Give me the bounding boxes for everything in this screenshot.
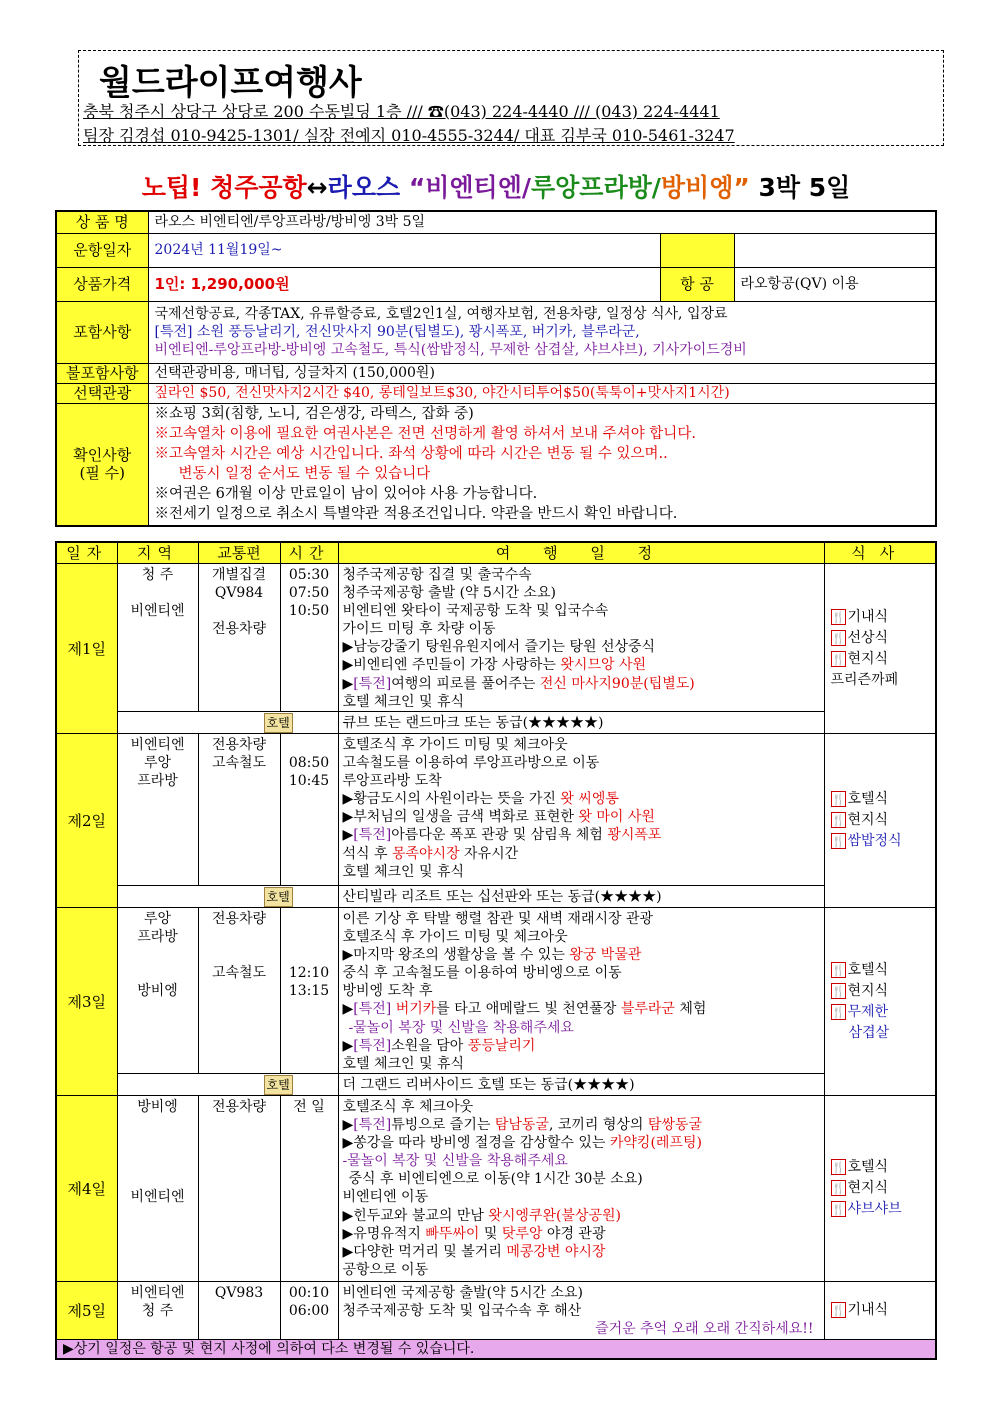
fork-knife-icon: 🍴 bbox=[831, 1304, 846, 1317]
title-cheongju: 청주공항 bbox=[210, 173, 307, 202]
fork-knife-icon: 🍴 bbox=[831, 652, 846, 666]
fork-knife-icon: 🍴 bbox=[831, 1161, 846, 1174]
day-3-area: 루앙 프라방 방비엥 bbox=[117, 908, 198, 1074]
day-4-plan: 호텔조식 후 체크아웃 ▶[특전]튜빙으로 즐기는 탐남동굴, 코끼리 형상의 탐쌍동굴 ▶쏭강을 따라 방비엥 절경을 감상할수 있는 카약킹(레프팅) -물놀이 복장 및 신발을 착용해주세요 중식 후 비엔티엔으로 이동(약 1시간 30분 소요) 비엔티엔 이동 ▶힌두교와 불교의 만남 왓시엥쿠완(불상공원) ▶유명유적지 빠뚜싸이 및 탓루앙 야경 관광 ▶다양한 먹거리 및 볼거리 메콩강변 야시장 공항으로 이동 bbox=[338, 1096, 824, 1282]
label-notice bbox=[56, 403, 148, 526]
footnote: ▶상기 일정은 항공 및 현지 사정에 의하여 다소 변경될 수 있습니다. bbox=[56, 1340, 936, 1360]
day-2-hotel-icon-cell bbox=[117, 886, 338, 908]
title-laos: 라오스 bbox=[327, 173, 409, 202]
day-2-time: 08:50 10:45 bbox=[280, 734, 338, 886]
empty-label-cell bbox=[660, 233, 734, 267]
fork-knife-icon: 🍴 bbox=[831, 984, 846, 998]
day-4-transport: 전용차량 bbox=[198, 1096, 280, 1282]
departure-date: 2024년 11월19일~ bbox=[148, 233, 660, 267]
day-2-label: 제2일 bbox=[56, 734, 117, 908]
closing-message: 즐거운 추억 오래 오래 간직하세요!! bbox=[595, 1321, 814, 1338]
notice-line-6: ※전세기 일정으로 취소시 특별약관 적용조건입니다. 약관을 반드시 확인 바랍니다. bbox=[154, 506, 678, 523]
included-line-3: 비엔티엔-루앙프라방-방비엥 고속철도, 특식(쌈밥정식, 무제한 삼겹살, 샤브샤브), 기사가이드경비 bbox=[154, 342, 747, 358]
excluded-items: 선택관광비용, 매너팁, 싱글차지 (150,000원) bbox=[148, 363, 936, 383]
header-plan: 여 행 일 정 bbox=[338, 542, 824, 564]
day-1-hotel-icon-cell bbox=[117, 712, 338, 734]
agency-staff: 팀장 김경섭 010-9425-1301/ 실장 전예지 010-4555-3244/ 대표 김부국 010-5461-3247 bbox=[83, 126, 735, 145]
day-5-transport: QV983 bbox=[198, 1282, 280, 1340]
label-product: 상 품 명 bbox=[56, 211, 148, 233]
day-5-meals: 🍴 기내식 bbox=[824, 1282, 936, 1340]
day-4-label: 제4일 bbox=[56, 1096, 117, 1282]
notice-line-4: 변동시 일정 순서도 변동 될 수 있습니다 bbox=[178, 466, 431, 483]
day-1-plan: 청주국제공항 집결 및 출국수속 청주국제공항 출발 (약 5시간 소요) 비엔티엔 왓타이 국제공항 도착 및 입국수속 가이드 미팅 후 차량 이동 ▶남능강줄기 탕원유원지에서 즐기는 탕원 선상중식 ▶비엔티엔 주민들이 가장 사랑하는 왓시므앙 사원 ▶[특전]여행의 피로를 풀어주는 전신 마사지90분(팁별도) 호텔 체크인 및 휴식 bbox=[338, 564, 824, 712]
included-line-1: 국제선항공료, 각종TAX, 유류할증료, 호텔2인1실, 여행자보험, 전용차량, 일정상 식사, 입장료 bbox=[154, 306, 728, 322]
notice-line-1: ※쇼핑 3회(침향, 노니, 검은생강, 라텍스, 잡화 중) bbox=[154, 406, 474, 423]
product-info-table bbox=[55, 210, 937, 527]
product-price: 1인: 1,290,000원 bbox=[148, 267, 660, 301]
notice-label-1: 확인사항 bbox=[73, 446, 132, 465]
day-5-label: 제5일 bbox=[56, 1282, 117, 1340]
label-airline: 항 공 bbox=[660, 267, 734, 301]
day-2-area: 비엔티엔 루앙 프라방 bbox=[117, 734, 198, 886]
day-2-hotel: 산티빌라 리조트 또는 십선판와 또는 동급(★★★★) bbox=[338, 886, 824, 908]
agency-address: 충북 청주시 상당구 상당로 200 수동빌딩 1층 /// ☎(043) 224-4440 /// (043) 224-4441 bbox=[83, 102, 720, 121]
label-date: 운항일자 bbox=[56, 233, 148, 267]
day-1-meals: 🍴 기내식 🍴 선상식 🍴 현지식 프리즌까페 bbox=[824, 564, 936, 734]
empty-value-cell bbox=[734, 233, 936, 267]
title-notip: 노팁! bbox=[141, 173, 211, 202]
hotel-icon: 호텔 bbox=[264, 887, 293, 907]
header-area: 지역 bbox=[117, 542, 198, 564]
title-luangprabang: 루앙프라방/ bbox=[531, 173, 661, 202]
fork-knife-icon: 🍴 bbox=[831, 1203, 846, 1216]
hotel-icon: 호텔 bbox=[264, 1075, 293, 1095]
title-arrow: ↔ bbox=[306, 173, 328, 202]
header-meal: 식사 bbox=[824, 542, 936, 564]
optional-tours: 짚라인 $50, 전신맛사지2시간 $40, 롱테일보트$30, 야간시티투어$50(툭툭이+맛사지1시간) bbox=[148, 383, 936, 403]
product-name: 라오스 비엔티엔/루앙프라방/방비엥 3박 5일 bbox=[148, 211, 936, 233]
day-2-transport: 전용차량 고속철도 bbox=[198, 734, 280, 886]
day-5-time: 00:10 06:00 bbox=[280, 1282, 338, 1340]
included-items bbox=[148, 301, 936, 363]
fork-knife-icon: 🍴 bbox=[831, 963, 846, 977]
day-1-hotel: 큐브 또는 랜드마크 또는 동급(★★★★★) bbox=[338, 712, 824, 734]
label-excluded: 불포함사항 bbox=[56, 363, 148, 383]
fork-knife-icon: 🍴 bbox=[831, 631, 846, 645]
agency-header bbox=[78, 50, 944, 146]
notice-items bbox=[148, 403, 936, 526]
day-3-plan: 이른 기상 후 탁발 행렬 참관 및 새벽 재래시장 관광 호텔조식 후 가이드 미팅 및 체크아웃 ▶마지막 왕조의 생활상을 볼 수 있는 왕궁 박물관 중식 후 고속철도를 이용하여 방비엥으로 이동 방비엥 도착 후 ▶[특전] 버기카를 타고 애메랄드 빛 천연풀장 블루라군 체험 -물놀이 복장 및 신발을 착용해주세요 ▶[특전]소원을 담아 풍등날리기 호텔 체크인 및 휴식 bbox=[338, 908, 824, 1074]
fork-knife-icon: 🍴 bbox=[831, 793, 846, 806]
included-line-2: [특전] 소원 풍등날리기, 전신맛사지 90분(팁별도), 꽝시폭포, 버기카, 블루라군, bbox=[154, 324, 640, 340]
notice-line-2: ※고속열차 이용에 필요한 여권사본은 전면 선명하게 촬영 하셔서 보내 주셔야 합니다. bbox=[154, 426, 696, 443]
notice-line-5: ※여권은 6개월 이상 만료일이 남이 있어야 사용 가능합니다. bbox=[154, 486, 538, 503]
title-vientiane: “비엔티엔/ bbox=[408, 173, 531, 202]
day-4-meals: 🍴 호텔식 🍴 현지식 🍴 샤브샤브 bbox=[824, 1096, 936, 1282]
header-time: 시간 bbox=[280, 542, 338, 564]
day-1-transport: 개별집결 QV984 전용차량 bbox=[198, 564, 280, 712]
day-4-area: 방비엥 비엔티엔 bbox=[117, 1096, 198, 1282]
page-title bbox=[0, 168, 992, 204]
header-transport: 교통편 bbox=[198, 542, 280, 564]
day-5-plan: 비엔티엔 국제공항 출발(약 5시간 소요) 청주국제공항 도착 및 입국수속 후 해산 즐거운 추억 오래 오래 간직하세요!! bbox=[338, 1282, 824, 1340]
notice-line-3: ※고속열차 시간은 예상 시간입니다. 좌석 상황에 따라 시간은 변동 될 수 있으며.. bbox=[154, 446, 668, 463]
day-2-meals: 🍴 호텔식 🍴 현지식 🍴 쌈밥정식 bbox=[824, 734, 936, 908]
day-3-meals: 🍴 호텔식 🍴 현지식 🍴 무제한 삼겹살 bbox=[824, 908, 936, 1096]
fork-knife-icon: 🍴 bbox=[831, 610, 846, 624]
notice-label-2: (필 수) bbox=[79, 464, 125, 483]
agency-name: 월드라이프여행사 bbox=[99, 63, 362, 103]
fork-knife-icon: 🍴 bbox=[831, 1005, 846, 1019]
day-4-time: 전 일 bbox=[280, 1096, 338, 1282]
airline: 라오항공(QV) 이용 bbox=[734, 267, 936, 301]
day-1-area: 청 주 비엔티엔 bbox=[117, 564, 198, 712]
label-included: 포함사항 bbox=[56, 301, 148, 363]
day-3-label: 제3일 bbox=[56, 908, 117, 1096]
day-5-area: 비엔티엔 청 주 bbox=[117, 1282, 198, 1340]
label-optional: 선택관광 bbox=[56, 383, 148, 403]
title-vangvieng: 방비엥” bbox=[660, 173, 750, 202]
header-day: 일자 bbox=[56, 542, 117, 564]
title-duration: 3박 5일 bbox=[749, 173, 851, 202]
day-3-time: 12:10 13:15 bbox=[280, 908, 338, 1074]
day-3-hotel: 더 그랜드 리버사이드 호텔 또는 동급(★★★★) bbox=[338, 1074, 824, 1096]
day-3-transport: 전용차량 고속철도 bbox=[198, 908, 280, 1074]
day-1-label: 제1일 bbox=[56, 564, 117, 734]
day-1-time: 05:30 07:50 10:50 bbox=[280, 564, 338, 712]
fork-knife-icon: 🍴 bbox=[831, 814, 846, 827]
day-2-plan: 호텔조식 후 가이드 미팅 및 체크아웃 고속철도를 이용하여 루앙프라방으로 이동 루앙프라방 도착 ▶황금도시의 사원이라는 뜻을 가진 왓 씨엥통 ▶부처님의 일생을 금색 벽화로 표현한 왓 마이 사원 ▶[특전]아름다운 폭포 관광 및 삼림욕 체험 꽝시폭포 석식 후 몽족야시장 자유시간 호텔 체크인 및 휴식 bbox=[338, 734, 824, 886]
hotel-icon: 호텔 bbox=[264, 713, 293, 733]
day-3-hotel-icon-cell bbox=[117, 1074, 338, 1096]
fork-knife-icon: 🍴 bbox=[831, 1182, 846, 1195]
fork-knife-icon: 🍴 bbox=[831, 835, 846, 848]
itinerary-table bbox=[55, 541, 937, 1360]
label-price: 상품가격 bbox=[56, 267, 148, 301]
